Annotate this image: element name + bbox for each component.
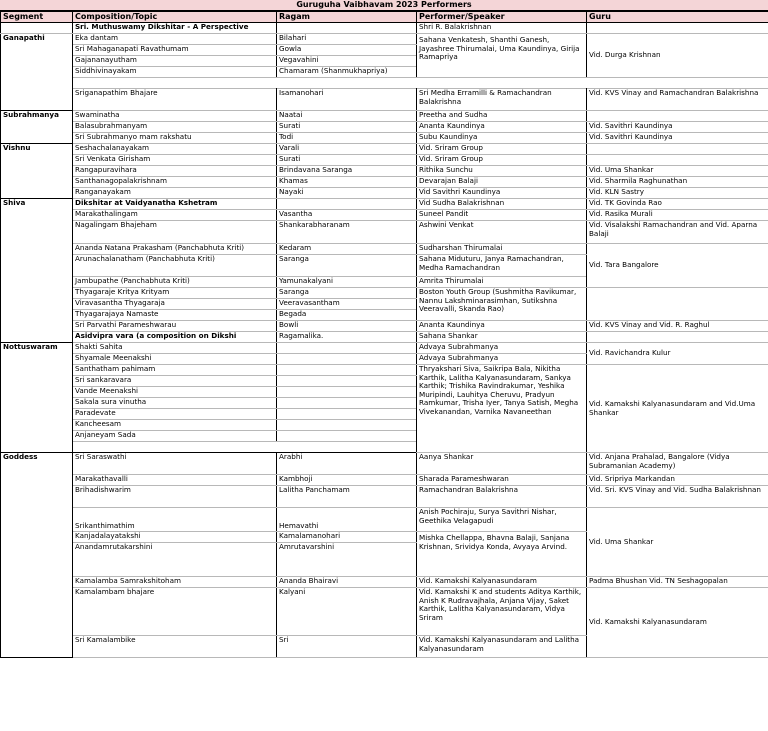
composition-cell: Arunachalanatham (Panchabhuta Kriti) bbox=[73, 255, 277, 277]
ragam-cell: Lalitha Panchamam bbox=[277, 486, 417, 508]
segment-ganapathi: Ganapathi bbox=[1, 34, 73, 111]
table-row bbox=[1, 453, 768, 475]
performer-cell: Sahana Miduturu, Janya Ramachandran, Medha Ramachandran bbox=[417, 255, 587, 277]
table-row bbox=[1, 343, 768, 354]
composition-cell: Kamalambam bhajare bbox=[73, 588, 277, 636]
composition-cell: Anjaneyam Sada bbox=[73, 431, 277, 442]
performer-cell: Vid. Kamakshi Kalyanasundaram and Lalitha Kalyanasundaram bbox=[417, 636, 587, 658]
table-row bbox=[1, 133, 768, 144]
ragam-cell: Begada bbox=[277, 310, 417, 321]
header-segment: Segment bbox=[1, 12, 73, 23]
performer-cell: Advaya Subrahmanya bbox=[417, 354, 587, 365]
ragam-cell: Bowli bbox=[277, 321, 417, 332]
guru-cell: Padma Bhushan Vid. TN Seshagopalan bbox=[587, 577, 768, 588]
composition-cell: Marakathalingam bbox=[73, 210, 277, 221]
performer-cell: Sharada Parameshwaran bbox=[417, 475, 587, 486]
guru-cell: Vid. Uma Shankar bbox=[587, 166, 768, 177]
performer-cell: Vid. Sriram Group bbox=[417, 144, 587, 155]
ragam-cell: Kambhoji bbox=[277, 475, 417, 486]
guru-cell: Vid. Uma Shankar bbox=[587, 508, 768, 577]
performer-cell: Aanya Shankar bbox=[417, 453, 587, 475]
composition-cell: Thyagaraje Kritya Krityam bbox=[73, 288, 277, 299]
header-performer: Performer/Speaker bbox=[417, 12, 587, 23]
segment-shiva: Shiva bbox=[1, 199, 73, 343]
composition-cell: Sri Mahaganapati Ravathumam bbox=[73, 45, 277, 56]
ragam-cell: Arabhi bbox=[277, 453, 417, 475]
composition-cell: Shyamale Meenakshi bbox=[73, 354, 277, 365]
composition-cell: Shakti Sahita bbox=[73, 343, 277, 354]
segment-cell bbox=[1, 23, 73, 34]
performer-cell: Suneel Pandit bbox=[417, 210, 587, 221]
table-row bbox=[1, 508, 768, 532]
table-row bbox=[1, 122, 768, 133]
performer-cell: Devarajan Balaji bbox=[417, 177, 587, 188]
ragam-cell bbox=[277, 199, 417, 210]
table-row bbox=[1, 188, 768, 199]
guru-cell: Vid. Savithri Kaundinya bbox=[587, 133, 768, 144]
composition-cell: Anandamrutakarshini bbox=[73, 543, 277, 577]
composition-cell: Siddhivinayakam bbox=[73, 67, 277, 78]
performer-cell: Ananta Kaundinya bbox=[417, 321, 587, 332]
guru-cell: Vid. Rasika Murali bbox=[587, 210, 768, 221]
composition-cell: Jambupathe (Panchabhuta Kriti) bbox=[73, 277, 277, 288]
ragam-cell: Veeravasantham bbox=[277, 299, 417, 310]
ragam-cell: Brindavana Saranga bbox=[277, 166, 417, 177]
composition-cell: Asidvipra vara (a composition on Dikshi bbox=[73, 332, 277, 343]
performers-table bbox=[0, 11, 768, 658]
segment-nottuswaram: Nottuswaram bbox=[1, 343, 73, 453]
composition-cell: Ranganayakam bbox=[73, 188, 277, 199]
header-row bbox=[1, 12, 768, 23]
table-row bbox=[1, 111, 768, 122]
table-row bbox=[1, 332, 768, 343]
guru-cell: Vid. Sri. KVS Vinay and Vid. Sudha Balakrishnan bbox=[587, 486, 768, 508]
guru-cell: Vid. KVS Vinay and Ramachandran Balakrishna bbox=[587, 89, 768, 111]
ragam-cell: Vasantha bbox=[277, 210, 417, 221]
guru-cell bbox=[587, 111, 768, 122]
composition-cell: Brihadishwarim bbox=[73, 486, 277, 508]
performer-cell: Shri R. Balakrishnan bbox=[417, 23, 587, 34]
header-composition: Composition/Topic bbox=[73, 12, 277, 23]
ragam-cell bbox=[277, 398, 417, 409]
ragam-cell: Ananda Bhairavi bbox=[277, 577, 417, 588]
guru-cell: Vid. Visalakshi Ramachandran and Vid. Aparna Balaji bbox=[587, 221, 768, 244]
performer-cell: Sahana Venkatesh, Shanthi Ganesh, Jayashree Thirumalai, Uma Kaundinya, Girija Ramapriya bbox=[417, 34, 587, 78]
performer-cell: Amrita Thirumalai bbox=[417, 277, 587, 288]
ragam-cell: Ragamalika. bbox=[277, 332, 417, 343]
composition-cell: Kancheesam bbox=[73, 420, 277, 431]
guru-cell: Vid. TK Govinda Rao bbox=[587, 199, 768, 210]
performer-cell: Sahana Shankar bbox=[417, 332, 587, 343]
performer-cell: Preetha and Sudha bbox=[417, 111, 587, 122]
composition-cell: Vande Meenakshi bbox=[73, 387, 277, 398]
ragam-cell: Surati bbox=[277, 155, 417, 166]
ragam-cell bbox=[277, 387, 417, 398]
ragam-cell: Todi bbox=[277, 133, 417, 144]
ragam-cell bbox=[277, 23, 417, 34]
header-ragam: Ragam bbox=[277, 12, 417, 23]
performer-cell: Advaya Subrahmanya bbox=[417, 343, 587, 354]
ragam-cell: Chamaram (Shanmukhapriya) bbox=[277, 67, 417, 78]
ragam-cell: Saranga bbox=[277, 255, 417, 277]
guru-cell: Vid. Tara Bangalore bbox=[587, 244, 768, 288]
guru-cell: Vid. Sharmila Raghunathan bbox=[587, 177, 768, 188]
table-row bbox=[1, 34, 768, 45]
composition-cell: Thyagarajaya Namaste bbox=[73, 310, 277, 321]
guru-cell: Vid. Kamakshi Kalyanasundaram bbox=[587, 588, 768, 658]
guru-cell bbox=[587, 23, 768, 34]
performer-cell: Rithika Sunchu bbox=[417, 166, 587, 177]
performer-cell: Thryakshari Siva, Saikripa Bala, Nikitha Karthik, Lalitha Kalyanasundaram, Sankya Karthik; Trishika Ravindrakumar, Yeshika Muripindi, Lauhitya Cheruvu, Pradyun Ramkumar, Trisha Iyer, Tanya Satish, Megha Vivekanandan, Varnika Navaneethan bbox=[417, 365, 587, 453]
table-row bbox=[1, 166, 768, 177]
performer-cell: Ananta Kaundinya bbox=[417, 122, 587, 133]
ragam-cell: Bilahari bbox=[277, 34, 417, 45]
guru-cell: Vid. Ravichandra Kulur bbox=[587, 343, 768, 365]
composition-cell: Kamalamba Samrakshitoham bbox=[73, 577, 277, 588]
ragam-cell: Hemavathi bbox=[277, 508, 417, 532]
table-row bbox=[1, 577, 768, 588]
guru-cell bbox=[587, 332, 768, 343]
ragam-cell: Isamanohari bbox=[277, 89, 417, 111]
composition-cell: Seshachalanayakam bbox=[73, 144, 277, 155]
performer-cell: Mishka Chellappa, Bhavna Balaji, Sanjana Krishnan, Srividya Konda, Avyaya Arvind. bbox=[417, 532, 587, 577]
composition-cell: Srikanthimathim bbox=[73, 508, 277, 532]
table-row bbox=[1, 155, 768, 166]
segment-goddess: Goddess bbox=[1, 453, 73, 658]
table-row bbox=[1, 144, 768, 155]
table-row bbox=[1, 365, 768, 376]
guru-cell: Vid. Kamakshi Kalyanasundaram and Vid.Uma Shankar bbox=[587, 365, 768, 453]
composition-cell: Sri. Muthuswamy Dikshitar - A Perspective bbox=[73, 23, 277, 34]
ragam-cell bbox=[277, 354, 417, 365]
guru-cell: Vid. Anjana Prahalad, Bangalore (Vidya Subramanian Academy) bbox=[587, 453, 768, 475]
guru-cell: Vid. Savithri Kaundinya bbox=[587, 122, 768, 133]
composition-cell: Sri Saraswathi bbox=[73, 453, 277, 475]
guru-cell bbox=[587, 144, 768, 155]
performer-cell: Vid Sudha Balakrishnan bbox=[417, 199, 587, 210]
table-row bbox=[1, 288, 768, 299]
performer-cell: Sri Medha Erramilli & Ramachandran Balakrishna bbox=[417, 89, 587, 111]
segment-vishnu: Vishnu bbox=[1, 144, 73, 199]
segment-subrahmanya: Subrahmanya bbox=[1, 111, 73, 144]
ragam-cell bbox=[277, 409, 417, 420]
table-row bbox=[1, 78, 768, 89]
table-row bbox=[1, 221, 768, 244]
guru-cell: Vid. Sripriya Markandan bbox=[587, 475, 768, 486]
composition-cell: Ananda Natana Prakasham (Panchabhuta Kriti) bbox=[73, 244, 277, 255]
ragam-cell: Khamas bbox=[277, 177, 417, 188]
ragam-cell: Kedaram bbox=[277, 244, 417, 255]
table-row bbox=[1, 89, 768, 111]
composition-cell: Santhanagopalakrishnam bbox=[73, 177, 277, 188]
performer-cell: Vid. Kamakshi Kalyanasundaram bbox=[417, 577, 587, 588]
table-row bbox=[1, 23, 768, 34]
performer-cell: Vid. Sriram Group bbox=[417, 155, 587, 166]
sheet-title: Guruguha Vaibhavam 2023 Performers bbox=[0, 0, 768, 11]
guru-cell: Vid. KLN Sastry bbox=[587, 188, 768, 199]
composition-cell: Sakala sura vinutha bbox=[73, 398, 277, 409]
composition-cell: Gajananayutham bbox=[73, 56, 277, 67]
ragam-cell: Yamunakalyani bbox=[277, 277, 417, 288]
guru-cell: Vid. KVS Vinay and Vid. R. Raghul bbox=[587, 321, 768, 332]
ragam-cell: Saranga bbox=[277, 288, 417, 299]
table-row bbox=[1, 486, 768, 508]
table-row bbox=[1, 177, 768, 188]
ragam-cell bbox=[277, 431, 417, 442]
performer-cell: Subu Kaundinya bbox=[417, 133, 587, 144]
composition-cell: Paradevate bbox=[73, 409, 277, 420]
ragam-cell bbox=[277, 365, 417, 376]
composition-cell: Dikshitar at Vaidyanatha Kshetram bbox=[73, 199, 277, 210]
composition-cell: Sri Parvathi Parameshwarau bbox=[73, 321, 277, 332]
composition-cell: Santhatham pahimam bbox=[73, 365, 277, 376]
composition-cell: Balasubrahmanyam bbox=[73, 122, 277, 133]
performer-cell: Vid. Kamakshi K and students Aditya Karthik, Anish K Rudravajhala, Anjana Vijay, Saket Karthik, Lalitha Kalyanasundaram, Vidya Sriram bbox=[417, 588, 587, 636]
ragam-cell: Gowla bbox=[277, 45, 417, 56]
performer-cell: Anish Pochiraju, Surya Savithri Nishar, Geethika Velagapudi bbox=[417, 508, 587, 532]
table-row bbox=[1, 321, 768, 332]
composition-cell: Sri Kamalambike bbox=[73, 636, 277, 658]
composition-cell: Marakathavalli bbox=[73, 475, 277, 486]
composition-cell: Nagalingam Bhajeham bbox=[73, 221, 277, 244]
ragam-cell bbox=[277, 420, 417, 431]
composition-cell: Rangapuravihara bbox=[73, 166, 277, 177]
ragam-cell: Sri bbox=[277, 636, 417, 658]
table-row bbox=[1, 475, 768, 486]
ragam-cell: Naatai bbox=[277, 111, 417, 122]
ragam-cell: Vegavahini bbox=[277, 56, 417, 67]
performer-cell: Boston Youth Group (Sushmitha Ravikumar, Nannu Lakshminarasimhan, Sutikshna Veeravalli, Skanda Rao) bbox=[417, 288, 587, 321]
composition-cell: Sri Venkata Girisham bbox=[73, 155, 277, 166]
table-row bbox=[1, 244, 768, 255]
performer-cell: Sudharshan Thirumalai bbox=[417, 244, 587, 255]
ragam-cell: Kamalamanohari bbox=[277, 532, 417, 543]
ragam-cell bbox=[277, 376, 417, 387]
table-row bbox=[1, 210, 768, 221]
ragam-cell: Kalyani bbox=[277, 588, 417, 636]
composition-cell: Kanjadalayatakshi bbox=[73, 532, 277, 543]
composition-cell: Sri sankaravara bbox=[73, 376, 277, 387]
composition-cell: Swaminatha bbox=[73, 111, 277, 122]
composition-cell: Viravasantha Thyagaraja bbox=[73, 299, 277, 310]
header-guru: Guru bbox=[587, 12, 768, 23]
composition-cell: Sriganapathim Bhajare bbox=[73, 89, 277, 111]
ragam-cell: Surati bbox=[277, 122, 417, 133]
ragam-cell: Varali bbox=[277, 144, 417, 155]
performer-cell: Vid Savithri Kaundinya bbox=[417, 188, 587, 199]
ragam-cell: Amrutavarshini bbox=[277, 543, 417, 577]
guru-cell bbox=[587, 288, 768, 321]
performer-cell: Ramachandran Balakrishna bbox=[417, 486, 587, 508]
composition-cell: Eka dantam bbox=[73, 34, 277, 45]
ragam-cell bbox=[277, 343, 417, 354]
table-row bbox=[1, 199, 768, 210]
guru-cell: Vid. Durga Krishnan bbox=[587, 34, 768, 78]
ragam-cell: Shankarabharanam bbox=[277, 221, 417, 244]
composition-cell: Sri Subrahmanyo mam rakshatu bbox=[73, 133, 277, 144]
table-row bbox=[1, 588, 768, 636]
guru-cell bbox=[587, 155, 768, 166]
ragam-cell: Nayaki bbox=[277, 188, 417, 199]
performer-cell: Ashwini Venkat bbox=[417, 221, 587, 244]
